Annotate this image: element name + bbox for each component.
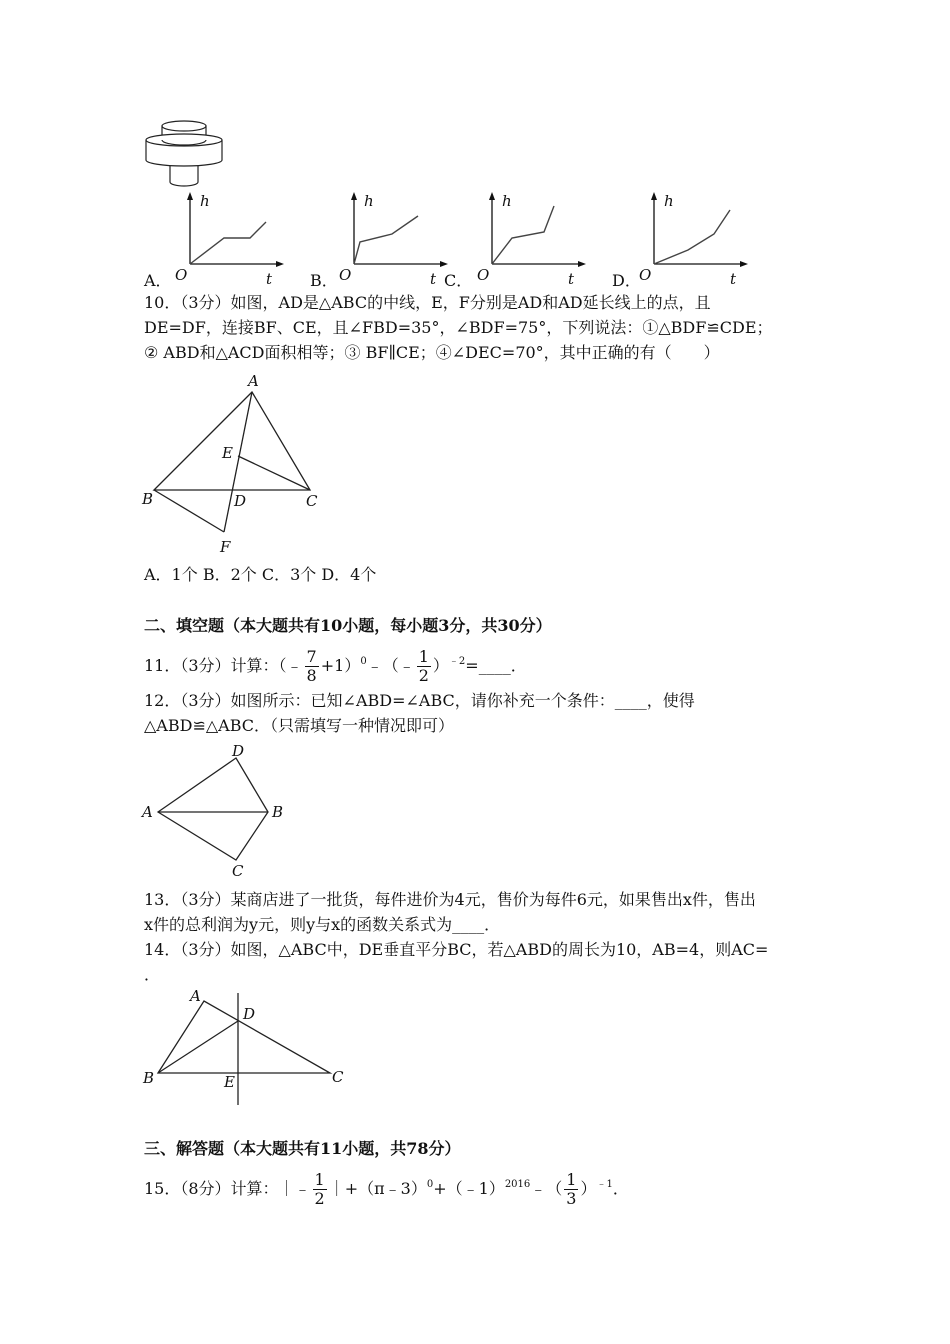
axis-t-label: t [730, 270, 737, 288]
point-c-label: C [232, 862, 244, 880]
axis-t-label: t [266, 270, 273, 288]
graph-option-d [632, 188, 752, 288]
point-b-label: B [272, 803, 284, 821]
graph-option-c [470, 188, 590, 288]
q14-line-1: 14．（3分）如图，△ABC中，DE垂直平分BC，若△ABD的周长为10，AB=4，则AC= [144, 940, 769, 959]
point-e-label: E [222, 444, 233, 462]
cylinder-figure [140, 116, 230, 192]
option-c-label: C． [444, 271, 473, 290]
axis-t-label: t [568, 270, 575, 288]
origin-label: O [639, 266, 652, 284]
axis-h-label: h [664, 192, 674, 210]
option-b-label: B． [310, 271, 338, 290]
q12-quadrilateral-figure [140, 742, 300, 882]
origin-label: O [339, 266, 352, 284]
q10-choices: A．1个 B．2个 C．3个 D．4个 [144, 565, 377, 584]
point-d-label: D [234, 492, 247, 510]
section-2-title: 二、填空题（本大题共有10小题，每小题3分，共30分） [144, 616, 552, 635]
point-f-label: F [220, 538, 231, 556]
point-b-label: B [142, 490, 154, 508]
axis-t-label: t [430, 270, 437, 288]
q11-prefix: 11．（3分）计算：（﹣ [144, 656, 303, 675]
origin-label: O [477, 266, 490, 284]
q10-triangle-figure [140, 370, 340, 560]
q14-triangle-figure [140, 985, 360, 1110]
axis-h-label: h [364, 192, 374, 210]
q14-line-2: ． [144, 965, 161, 984]
point-a-label: A [190, 987, 201, 1005]
q10-line-1: 10．（3分）如图，AD是△ABC的中线，E，F分别是AD和AD延长线上的点，且 [144, 293, 711, 312]
q13-line-2: x件的总利润为y元，则y与x的函数关系式为____． [144, 915, 501, 934]
point-d-label: D [232, 742, 245, 760]
q11-fraction-2: $\frac{1}{2}$ [418, 647, 429, 685]
point-a-label: A [142, 803, 153, 821]
option-d-label: D． [612, 271, 641, 290]
q10-line-3: ② ABD和△ACD面积相等；③ BF∥CE；④∠DEC=70°，其中正确的有（ ） [144, 343, 720, 362]
q12-line-2: △ABD≌△ABC．（只需填写一种情况即可） [144, 716, 455, 735]
q11-fraction-1: $\frac{7}{8}$ [306, 647, 317, 685]
point-e-label: E [224, 1073, 235, 1091]
point-d-label: D [243, 1005, 256, 1023]
origin-label: O [175, 266, 188, 284]
point-b-label: B [143, 1069, 155, 1087]
axis-h-label: h [200, 192, 210, 210]
graph-option-b [332, 188, 452, 288]
q10-line-2: DE=DF，连接BF、CE，且∠FBD=35°，∠BDF=75°，下列说法：①△BDF≌CDE； [144, 318, 773, 337]
q15-prefix: 15．（8分）计算：｜﹣ [144, 1179, 311, 1198]
q13-line-1: 13．（3分）某商店进了一批货，每件进价为4元，售价为每件6元，如果售出x件，售出 [144, 890, 756, 909]
option-a-label: A． [144, 271, 172, 290]
point-c-label: C [306, 492, 318, 510]
q12-line-1: 12．（3分）如图所示：已知∠ABD=∠ABC，请你补充一个条件：____，使得 [144, 691, 695, 710]
q15-fraction-2: $\frac{1}{3}$ [566, 1170, 577, 1208]
section-3-title: 三、解答题（本大题共有11小题，共78分） [144, 1139, 461, 1158]
point-a-label: A [248, 372, 259, 390]
axis-h-label: h [502, 192, 512, 210]
point-c-label: C [332, 1068, 344, 1086]
q15-fraction-1: $\frac{1}{2}$ [314, 1170, 325, 1208]
q15-expression: 15．（8分）计算：｜﹣ $\frac{1}{2}$ ｜+（π﹣3）$^0$+（﹣1）$^{2016}$﹣（ $\frac{1}{3}$ ）$^{﹣1}$． [144, 1170, 629, 1208]
q11-expression: 11．（3分）计算：（﹣ $\frac{7}{8}$ +1）$^0$﹣（﹣ $\frac{1}{2}$ ）$^{﹣2}$=____． [144, 647, 527, 685]
graph-option-a [168, 188, 288, 288]
